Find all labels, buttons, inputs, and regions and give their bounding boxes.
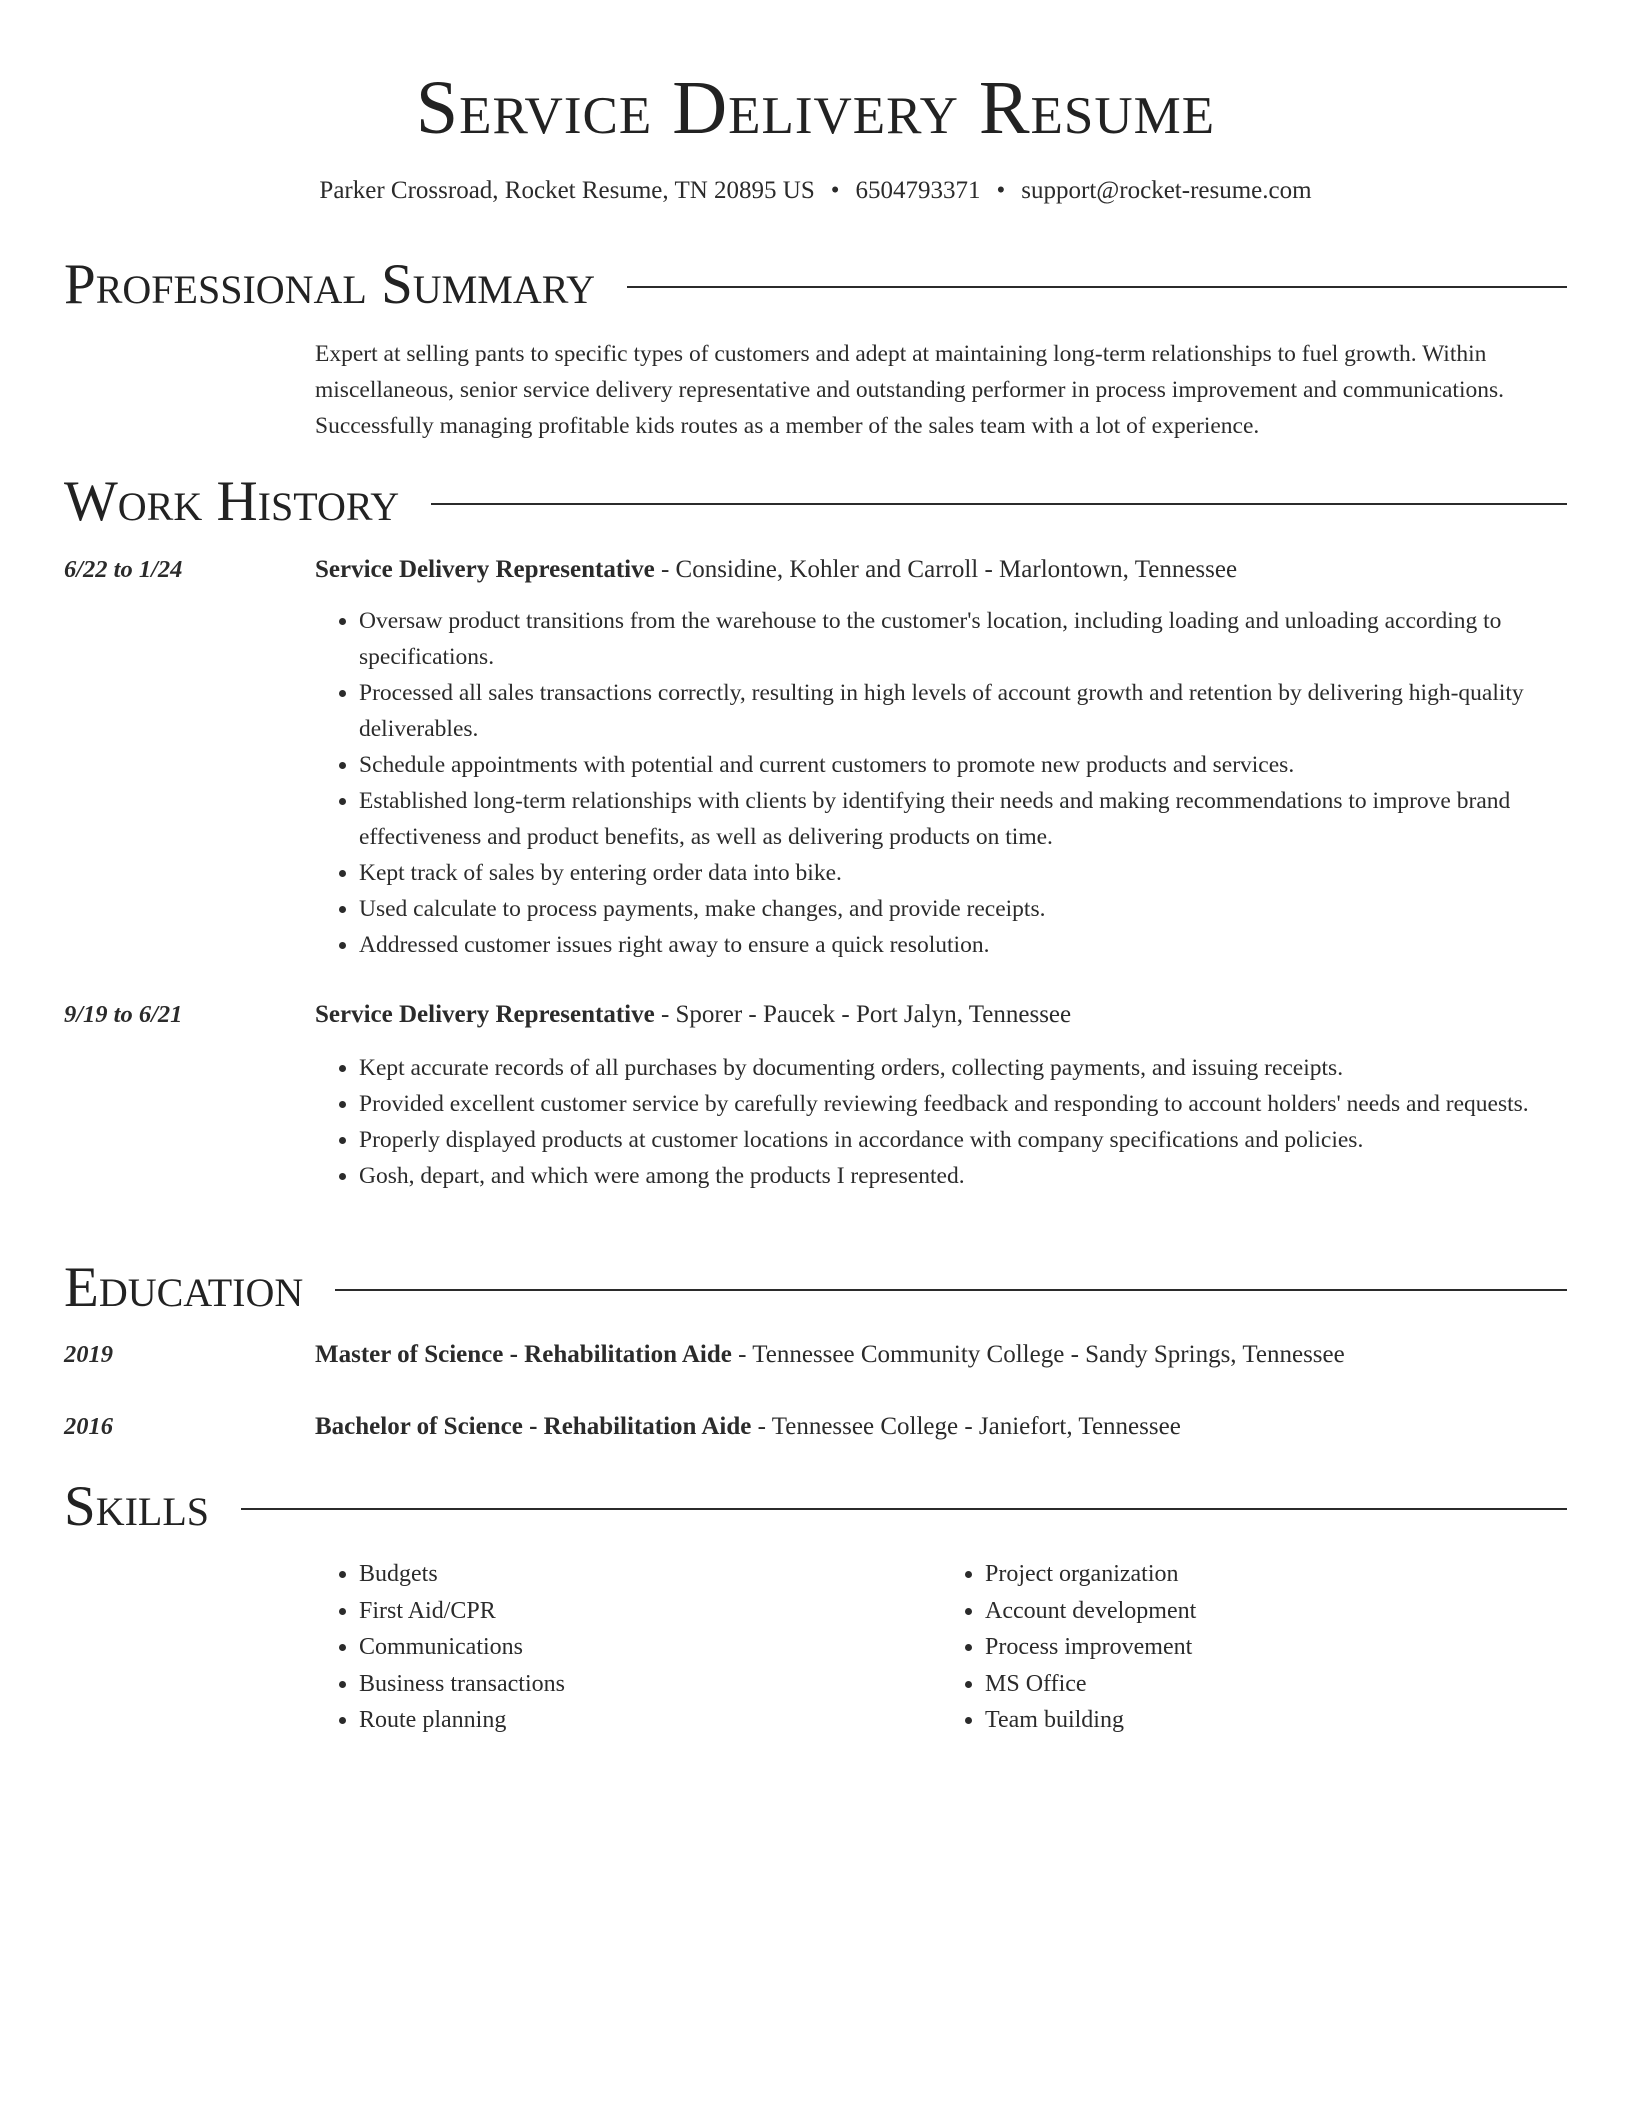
list-item: • Oversaw product transitions from the warehouse to the customer's location, including loading and unloading according to specifications. [359,603,1567,675]
education-year: 2016 [64,1413,113,1440]
job-heading [315,998,1567,1032]
contact-separator: • [996,177,1006,204]
skill-item: • Process improvement [985,1629,1567,1666]
resume-title: Service Delivery Resume [415,66,1216,150]
contact-phone: 6504793371 [855,177,981,204]
list-item: • Schedule appointments with potential and current customers to promote new products and services. [359,747,1567,783]
skill-item: • Budgets [359,1556,941,1593]
education-year: 2019 [64,1341,113,1368]
summary-text: Expert at selling pants to specific types of customers and adept at maintaining long-term relationships to fuel growth. Within miscellaneous, senior service delivery representative and outstanding performer in process improvement and communications. Successfully managing profitable kids routes as a member of the sales team with a lot of experience. [315,341,1504,439]
job-dates: 9/19 to 6/21 [64,1001,183,1028]
list-item: • Gosh, depart, and which were among the products I represented. [359,1158,1567,1194]
resume-page [64,0,1567,1733]
list-item: • Provided excellent customer service by carefully reviewing feedback and responding to account holders' needs and requests. [359,1086,1567,1122]
job-employer: - Sporer - Paucek - Port Jalyn, Tennessee [654,1001,1072,1028]
skills-heading: Skills [64,1475,210,1538]
summary-section-header [64,253,1567,317]
skill-item: • Team building [985,1702,1567,1739]
summary-heading: Professional Summary [64,253,596,316]
list-item: • Addressed customer issues right away to ensure a quick resolution. [359,927,1567,963]
job-bullets [315,603,1567,963]
list-item: • Kept track of sales by entering order data into bike. [359,855,1567,891]
list-item: • Processed all sales transactions correctly, resulting in high levels of account growth and retention by delivering high-quality deliverables. [359,675,1567,747]
work-heading: Work History [64,470,400,533]
section-divider [431,503,1567,505]
section-divider [335,1289,1567,1291]
list-item: • Kept accurate records of all purchases by documenting orders, collecting payments, and issuing receipts. [359,1050,1567,1086]
skill-item: • Communications [359,1629,941,1666]
education-heading-line [315,1410,1567,1444]
contact-address: Parker Crossroad, Rocket Resume, TN 20895 US [319,177,815,204]
skills-list [315,1556,1567,1739]
contact-separator: • [830,177,840,204]
work-section-header [64,470,1567,534]
section-divider [241,1508,1567,1510]
skill-item: • Account development [985,1593,1567,1630]
skill-item: • First Aid/CPR [359,1593,941,1630]
job-employer: - Considine, Kohler and Carroll - Marlontown, Tennessee [654,556,1238,583]
skill-item: • Business transactions [359,1666,941,1703]
skills-section-header [64,1475,1567,1539]
job-title: Service Delivery Representative [315,1001,655,1028]
skills-column [315,1556,941,1739]
section-divider [627,286,1567,288]
education-heading-line [315,1338,1567,1372]
job-heading [315,553,1567,587]
education-school: - Tennessee Community College - Sandy Springs, Tennessee [731,1341,1345,1368]
job-bullets [315,1050,1567,1194]
contact-email: support@rocket-resume.com [1021,177,1312,204]
list-item: • Established long-term relationships with clients by identifying their needs and making recommendations to improve brand effectiveness and product benefits, as well as delivering products on time. [359,783,1567,855]
skill-item: • Route planning [359,1702,941,1739]
list-item: • Used calculate to process payments, make changes, and provide receipts. [359,891,1567,927]
list-item: • Properly displayed products at customer locations in accordance with company specifications and policies. [359,1122,1567,1158]
education-degree: Bachelor of Science - Rehabilitation Aide [315,1413,752,1440]
contact-line [64,174,1567,208]
education-school: - Tennessee College - Janiefort, Tennessee [751,1413,1181,1440]
skill-item: • Project organization [985,1556,1567,1593]
job-title: Service Delivery Representative [315,556,655,583]
education-degree: Master of Science - Rehabilitation Aide [315,1341,732,1368]
skills-column [941,1556,1567,1739]
skill-item: • MS Office [985,1666,1567,1703]
education-section-header [64,1256,1567,1320]
job-dates: 6/22 to 1/24 [64,556,183,583]
education-heading: Education [64,1256,304,1319]
